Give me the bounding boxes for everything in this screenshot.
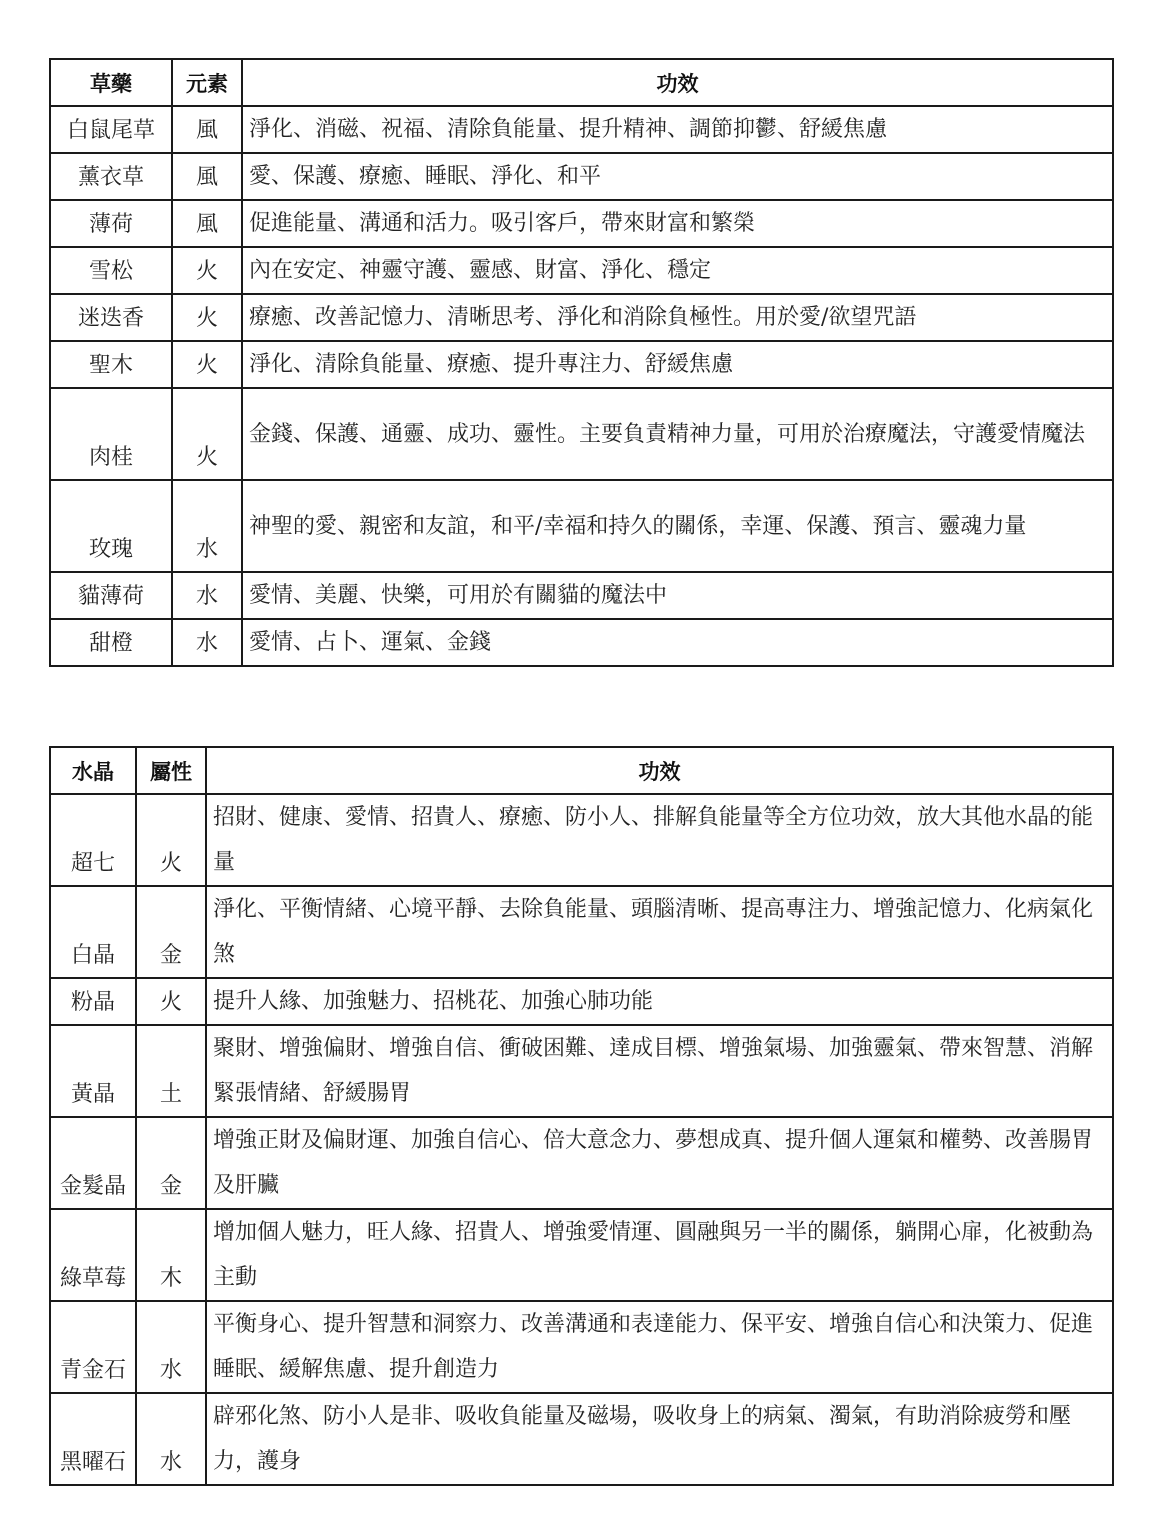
crystal-element: 水 bbox=[136, 1393, 206, 1485]
crystal-name: 金髮晶 bbox=[50, 1117, 136, 1209]
table-row bbox=[50, 341, 1113, 388]
crystal-element: 金 bbox=[136, 886, 206, 978]
herb-element: 風 bbox=[172, 153, 242, 200]
herbs-table bbox=[49, 58, 1114, 667]
header-row bbox=[50, 747, 1113, 794]
crystal-element: 金 bbox=[136, 1117, 206, 1209]
herb-element: 風 bbox=[172, 106, 242, 153]
crystal-name: 黃晶 bbox=[50, 1025, 136, 1117]
herb-element-header: 元素 bbox=[172, 59, 242, 106]
crystal-element: 水 bbox=[136, 1301, 206, 1393]
herb-name: 聖木 bbox=[50, 341, 172, 388]
crystal-name: 綠草莓 bbox=[50, 1209, 136, 1301]
crystal-name: 白晶 bbox=[50, 886, 136, 978]
crystal-effect: 增強正財及偏財運、加強自信心、倍大意念力、夢想成真、提升個人運氣和權勢、改善腸胃及肝臟 bbox=[206, 1117, 1113, 1209]
table-row bbox=[50, 572, 1113, 619]
crystal-effect: 增加個人魅力，旺人緣、招貴人、增強愛情運、圓融與另一半的關係，躺開心扉，化被動為主動 bbox=[206, 1209, 1113, 1301]
table-row bbox=[50, 106, 1113, 153]
herb-effect: 促進能量、溝通和活力。吸引客戶，帶來財富和繁榮 bbox=[242, 200, 1113, 247]
crystal-element-header: 屬性 bbox=[136, 747, 206, 794]
crystal-name: 青金石 bbox=[50, 1301, 136, 1393]
herb-element: 水 bbox=[172, 619, 242, 666]
crystal-element: 土 bbox=[136, 1025, 206, 1117]
herb-name: 薰衣草 bbox=[50, 153, 172, 200]
herb-element: 火 bbox=[172, 388, 242, 480]
table-row bbox=[50, 1209, 1113, 1301]
herb-effect: 金錢、保護、通靈、成功、靈性。主要負責精神力量，可用於治療魔法，守護愛情魔法 bbox=[242, 388, 1113, 480]
herb-effect: 愛、保護、療癒、睡眠、淨化、和平 bbox=[242, 153, 1113, 200]
table-row bbox=[50, 153, 1113, 200]
table-row bbox=[50, 794, 1113, 886]
herb-name: 白鼠尾草 bbox=[50, 106, 172, 153]
crystal-name: 黑曜石 bbox=[50, 1393, 136, 1485]
table-row bbox=[50, 1301, 1113, 1393]
herb-name: 肉桂 bbox=[50, 388, 172, 480]
table-row bbox=[50, 388, 1113, 480]
table-row bbox=[50, 619, 1113, 666]
table-row bbox=[50, 294, 1113, 341]
herb-effect: 淨化、清除負能量、療癒、提升專注力、舒緩焦慮 bbox=[242, 341, 1113, 388]
herb-effect: 淨化、消磁、祝福、清除負能量、提升精神、調節抑鬱、舒緩焦慮 bbox=[242, 106, 1113, 153]
herb-effect: 療癒、改善記憶力、清晰思考、淨化和消除負極性。用於愛/欲望咒語 bbox=[242, 294, 1113, 341]
crystal-name: 粉晶 bbox=[50, 978, 136, 1025]
crystals-table bbox=[49, 746, 1114, 1486]
crystal-element: 木 bbox=[136, 1209, 206, 1301]
crystal-effect: 聚財、增強偏財、增強自信、衝破困難、達成目標、增強氣場、加強靈氣、帶來智慧、消解緊張情緒、舒緩腸胃 bbox=[206, 1025, 1113, 1117]
crystal-name-header: 水晶 bbox=[50, 747, 136, 794]
herb-name: 甜橙 bbox=[50, 619, 172, 666]
crystal-effect: 提升人緣、加強魅力、招桃花、加強心肺功能 bbox=[206, 978, 1113, 1025]
herb-name: 迷迭香 bbox=[50, 294, 172, 341]
header-row bbox=[50, 59, 1113, 106]
crystal-effect: 淨化、平衡情緒、心境平靜、去除負能量、頭腦清晰、提高專注力、增強記憶力、化病氣化煞 bbox=[206, 886, 1113, 978]
table-row bbox=[50, 480, 1113, 572]
crystal-element: 火 bbox=[136, 794, 206, 886]
herb-name: 玫瑰 bbox=[50, 480, 172, 572]
herb-element: 水 bbox=[172, 480, 242, 572]
table-row bbox=[50, 978, 1113, 1025]
crystal-element: 火 bbox=[136, 978, 206, 1025]
crystal-effect: 平衡身心、提升智慧和洞察力、改善溝通和表達能力、保平安、增強自信心和決策力、促進睡眠、緩解焦慮、提升創造力 bbox=[206, 1301, 1113, 1393]
table-row bbox=[50, 886, 1113, 978]
table-row bbox=[50, 247, 1113, 294]
herb-name: 雪松 bbox=[50, 247, 172, 294]
herb-effect: 神聖的愛、親密和友誼，和平/幸福和持久的關係，幸運、保護、預言、靈魂力量 bbox=[242, 480, 1113, 572]
herb-effect: 內在安定、神靈守護、靈感、財富、淨化、穩定 bbox=[242, 247, 1113, 294]
crystal-effect: 辟邪化煞、防小人是非、吸收負能量及磁場，吸收身上的病氣、濁氣，有助消除疲勞和壓力，護身 bbox=[206, 1393, 1113, 1485]
crystal-name: 超七 bbox=[50, 794, 136, 886]
table-row bbox=[50, 1393, 1113, 1485]
table-row bbox=[50, 200, 1113, 247]
herb-effect: 愛情、美麗、快樂，可用於有關貓的魔法中 bbox=[242, 572, 1113, 619]
herb-element: 火 bbox=[172, 247, 242, 294]
table-row bbox=[50, 1117, 1113, 1209]
herb-effect: 愛情、占卜、運氣、金錢 bbox=[242, 619, 1113, 666]
herb-element: 火 bbox=[172, 341, 242, 388]
herb-name: 薄荷 bbox=[50, 200, 172, 247]
herb-element: 水 bbox=[172, 572, 242, 619]
herb-name-header: 草藥 bbox=[50, 59, 172, 106]
crystal-effect-header: 功效 bbox=[206, 747, 1113, 794]
herb-element: 火 bbox=[172, 294, 242, 341]
table-row bbox=[50, 1025, 1113, 1117]
herb-name: 貓薄荷 bbox=[50, 572, 172, 619]
herb-element: 風 bbox=[172, 200, 242, 247]
crystal-effect: 招財、健康、愛情、招貴人、療癒、防小人、排解負能量等全方位功效，放大其他水晶的能量 bbox=[206, 794, 1113, 886]
herb-effect-header: 功效 bbox=[242, 59, 1113, 106]
